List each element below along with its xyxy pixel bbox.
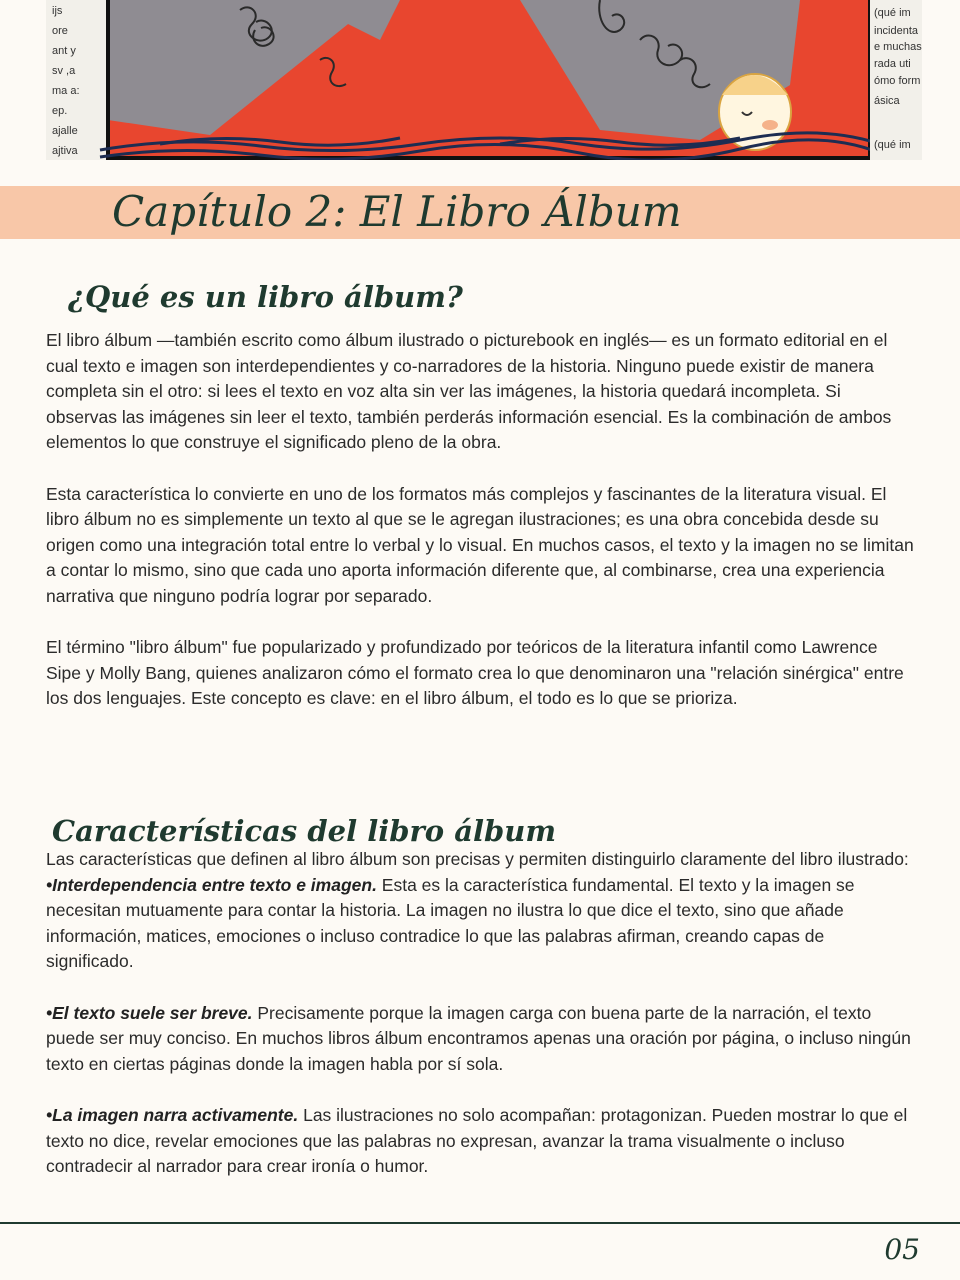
paragraph: Esta característica lo convierte en uno de los formatos más complejos y fascinantes de la literatura visual. El libro álbum no es simplemente un texto al que se le agregan ilustraciones; es una obra concebida desde su origen como una integración total entre lo verbal y lo visual. En muchos casos, el texto y la imagen no se limitan a contar lo mismo, sino que cada uno aporta información diferente que, al combinarse, crea una experiencia narrativa que ninguno podría lograr por separado. (46, 483, 914, 606)
intro-text: Las características que definen al libro álbum son precisas y permiten distinguirlo claramente del libro ilustrado: (46, 849, 909, 869)
svg-text:ajtiva: ajtiva (52, 145, 78, 157)
feature-item (46, 1103, 916, 1180)
svg-text:ma a:: ma a: (52, 85, 80, 97)
feature-lead: •La imagen narra activamente. (46, 1104, 299, 1125)
paragraph: El término "libro álbum" fue popularizado y profundizado por teóricos de la literatura infantil como Lawrence Sipe y Molly Bang, quienes analizaron cómo el formato crea lo que denominaron una "relación sinérgica" entre los dos lenguajes. Este concepto es clave: en el libro álbum, el todo es lo que se prioriza. (46, 637, 904, 709)
svg-text:incidenta: incidenta (874, 25, 919, 37)
svg-text:ore: ore (52, 25, 68, 37)
svg-text:ásica: ásica (874, 95, 900, 107)
feature-lead: •El texto suele ser breve. (46, 1002, 253, 1023)
svg-text:e muchas: e muchas (874, 41, 922, 53)
footer-rule (0, 1222, 960, 1224)
svg-text:(qué im: (qué im (874, 139, 911, 151)
svg-text:(qué im: (qué im (874, 7, 911, 19)
feature-text: Precisamente porque la imagen carga con buena parte de la narración, el texto puede ser muy conciso. En muchos libros álbum encontramos apenas una oración por página, o incluso ningún texto en ciertas páginas donde la imagen habla por sí sola. (46, 1002, 911, 1074)
feature-lead: •Interdependencia entre texto e imagen. (46, 874, 377, 895)
paragraph: El libro álbum —también escrito como álbum ilustrado o picturebook en inglés— es un formato editorial en el cual texto e imagen son interdependientes y co-narradores de la historia. Ninguno puede existir de manera completa sin el otro: si lees el texto en voz alta sin ver las imágenes, la historia quedará incompleta. Si observas las imágenes sin leer el texto, también perderás información esencial. Es la combinación de ambos elementos lo que construye el significado pleno de la obra. (46, 330, 892, 453)
intro-paragraph (46, 847, 916, 975)
feature-item (46, 1001, 916, 1078)
svg-text:ant y: ant y (52, 45, 76, 57)
feature-text: Las ilustraciones no solo acompañan: protagonizan. Pueden mostrar lo que el texto no dice, revelar emociones que las palabras no expresan, avanzar la trama visualmente o incluso contradecir al narrador para crear ironía o humor. (46, 1104, 908, 1177)
svg-text:sv ,a: sv ,a (52, 65, 76, 77)
svg-text:ómo form: ómo form (874, 75, 921, 87)
section-body-caracteristicas (46, 847, 916, 1180)
collage-illustration (0, 0, 960, 160)
chapter-title: Capítulo 2: El Libro Álbum (112, 187, 682, 236)
svg-text:ijs: ijs (52, 5, 63, 17)
svg-text:rada uti: rada uti (874, 58, 911, 70)
section-heading-que-es: ¿Qué es un libro álbum? (68, 280, 463, 314)
header-illustration (0, 0, 960, 160)
section-body-que-es (46, 328, 916, 712)
page-number: 05 (884, 1233, 920, 1266)
svg-text:ajalle: ajalle (52, 125, 78, 137)
svg-text:ep.: ep. (52, 105, 68, 117)
section-heading-caracteristicas: Características del libro álbum (52, 814, 557, 848)
feature-text: Esta es la característica fundamental. El texto y la imagen se necesitan mutuamente para contar la historia. La imagen no ilustra lo que dice el texto, sino que añade información, matices, emociones o incluso contradice lo que las palabras afirman, creando capas de significado. (46, 874, 855, 972)
